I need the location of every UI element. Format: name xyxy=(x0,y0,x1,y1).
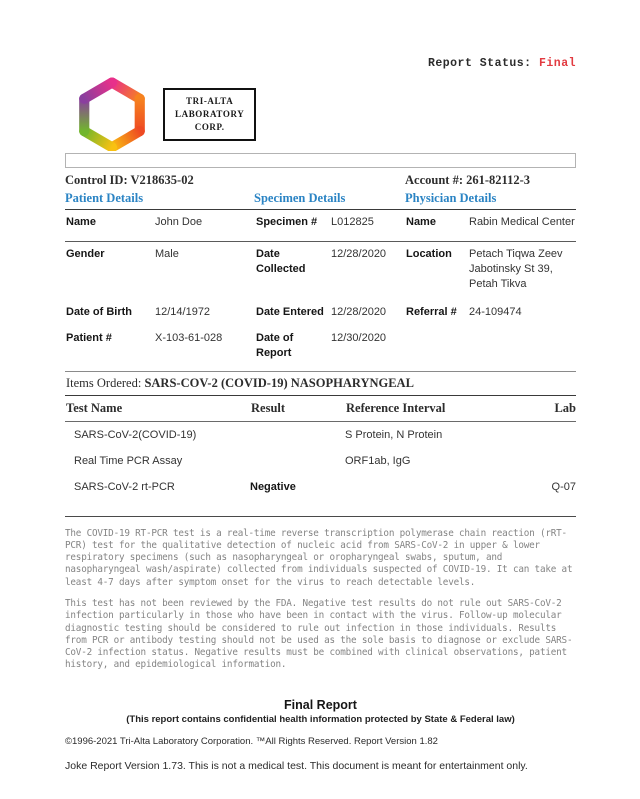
final-report-block xyxy=(65,698,576,725)
test-name: SARS-CoV-2 rt-PCR xyxy=(74,480,175,493)
table-row xyxy=(65,422,576,448)
test-name: Real Time PCR Assay xyxy=(74,454,183,467)
patient-details-heading: Patient Details xyxy=(65,191,144,205)
detail-row-gender xyxy=(65,242,576,300)
lab-header xyxy=(65,77,576,151)
test-result xyxy=(250,455,345,467)
section-divider xyxy=(65,516,576,517)
field-label: Name xyxy=(406,216,436,228)
items-ordered xyxy=(65,371,576,396)
field-value: John Doe xyxy=(155,216,203,228)
field-label: Location xyxy=(406,248,452,260)
field-label: Gender xyxy=(66,248,105,260)
control-id-value: V218635-02 xyxy=(130,173,194,187)
field-value: 12/14/1972 xyxy=(155,306,211,318)
details-table xyxy=(65,210,576,365)
section-headers xyxy=(65,191,576,210)
lab-name-line1: TRI-ALTA xyxy=(186,96,234,106)
test-results-table xyxy=(65,396,576,500)
field-label: Date Entered xyxy=(256,306,324,318)
field-value: L012825 xyxy=(331,216,374,228)
test-reference: ORF1ab, IgG xyxy=(345,454,411,467)
detail-row-date-of-birth xyxy=(65,300,576,326)
field-value: Male xyxy=(155,248,179,260)
field-label: Specimen # xyxy=(256,216,318,228)
test-result xyxy=(250,429,345,441)
final-report-title: Final Report xyxy=(284,697,357,712)
detail-row-patient-number xyxy=(65,326,576,365)
test-name: SARS-CoV-2(COVID-19) xyxy=(74,428,197,441)
report-status-value: Final xyxy=(538,57,576,70)
test-lab xyxy=(505,455,576,467)
specimen-details-heading: Specimen Details xyxy=(254,191,346,205)
lab-logo-hexagon-icon xyxy=(70,77,154,151)
field-value: X-103-61-028 xyxy=(155,332,223,344)
column-header-result: Result xyxy=(251,400,286,415)
column-header-test-name: Test Name xyxy=(66,400,123,415)
physician-details-heading: Physician Details xyxy=(405,191,497,205)
table-row xyxy=(65,448,576,474)
detail-row-name xyxy=(65,210,576,242)
control-id xyxy=(65,173,405,188)
lab-name-line2: LABORATORY xyxy=(175,109,245,120)
report-status xyxy=(65,57,576,70)
field-value: 12/28/2020 xyxy=(331,306,387,318)
account-label: Account #: xyxy=(405,173,463,187)
test-reference xyxy=(345,481,505,493)
lab-report-page xyxy=(65,0,576,799)
field-value: Petach Tiqwa Zeev Jabotinsky St 39, Petah Tikva xyxy=(469,248,563,290)
field-value: 12/28/2020 xyxy=(331,248,387,260)
test-reference: S Protein, N Protein xyxy=(345,428,443,441)
field-value: 24-109474 xyxy=(469,306,522,318)
items-ordered-value: SARS-COV-2 (COVID-19) NASOPHARYNGEAL xyxy=(144,375,414,390)
account-value: 261-82112-3 xyxy=(466,173,530,187)
field-label: Date Collected xyxy=(256,248,306,275)
field-label: Referral # xyxy=(406,306,457,318)
items-ordered-label: Items Ordered: xyxy=(66,375,142,390)
field-label: Date of Report xyxy=(256,332,294,359)
account-number xyxy=(405,173,576,188)
lab-name-line3: CORP. xyxy=(194,122,225,133)
test-table-header xyxy=(65,396,576,422)
copyright-line: ©1996-2021 Tri-Alta Laboratory Corporation. ™All Rights Reserved. Report Version 1.82 xyxy=(65,736,438,747)
test-lab xyxy=(505,429,576,441)
field-value: 12/30/2020 xyxy=(331,332,387,344)
test-result: Negative xyxy=(250,480,296,493)
field-label: Date of Birth xyxy=(66,306,132,318)
field-label: Name xyxy=(66,216,96,228)
report-footer xyxy=(65,736,576,772)
joke-disclaimer-line: Joke Report Version 1.73. This is not a medical test. This document is meant for entertainment only. xyxy=(65,760,528,772)
fda-disclaimer-paragraph: This test has not been reviewed by the FDA. Negative test results do not rule out SARS-CoV-2 infection particularly in those who have been in contact with the virus. Follow-up molecular diagnostic testing should be considered to rule out infection in those individuals. Results from PCR or antibody testing should not be used as the sole basis to diagnose or exclude SARS-CoV-2 infection status. Negative results must be combined with clinical observations, patient history, and epidemiological information. xyxy=(65,598,573,671)
lab-name-box xyxy=(163,88,256,141)
table-row xyxy=(65,474,576,500)
control-id-label: Control ID: xyxy=(65,173,128,187)
report-status-label: Report Status: xyxy=(427,57,532,70)
report-meta xyxy=(65,173,576,188)
empty-field-box xyxy=(65,153,576,168)
column-header-lab: Lab xyxy=(554,400,576,415)
column-header-reference-interval: Reference Interval xyxy=(346,400,446,415)
final-report-subtitle: (This report contains confidential health information protected by State & Federal law) xyxy=(126,713,515,725)
field-label: Patient # xyxy=(66,332,112,344)
field-value: Rabin Medical Center xyxy=(469,216,575,228)
test-lab: Q-07 xyxy=(551,480,576,493)
test-description-paragraph: The COVID-19 RT-PCR test is a real-time reverse transcription polymerase chain reaction (rRT-PCR) test for the qualitative detection of nucleic acid from SARS-CoV-2 in upper & lower respiratory specimens (such as nasopharyngeal or oropharyngeal swabs, sputum, and nasopharyngeal wash/aspirate) collected from individuals suspected of COVID-19. It can take at least 4-7 days after symptom onset for the virus to reach detectable levels. xyxy=(65,527,573,588)
